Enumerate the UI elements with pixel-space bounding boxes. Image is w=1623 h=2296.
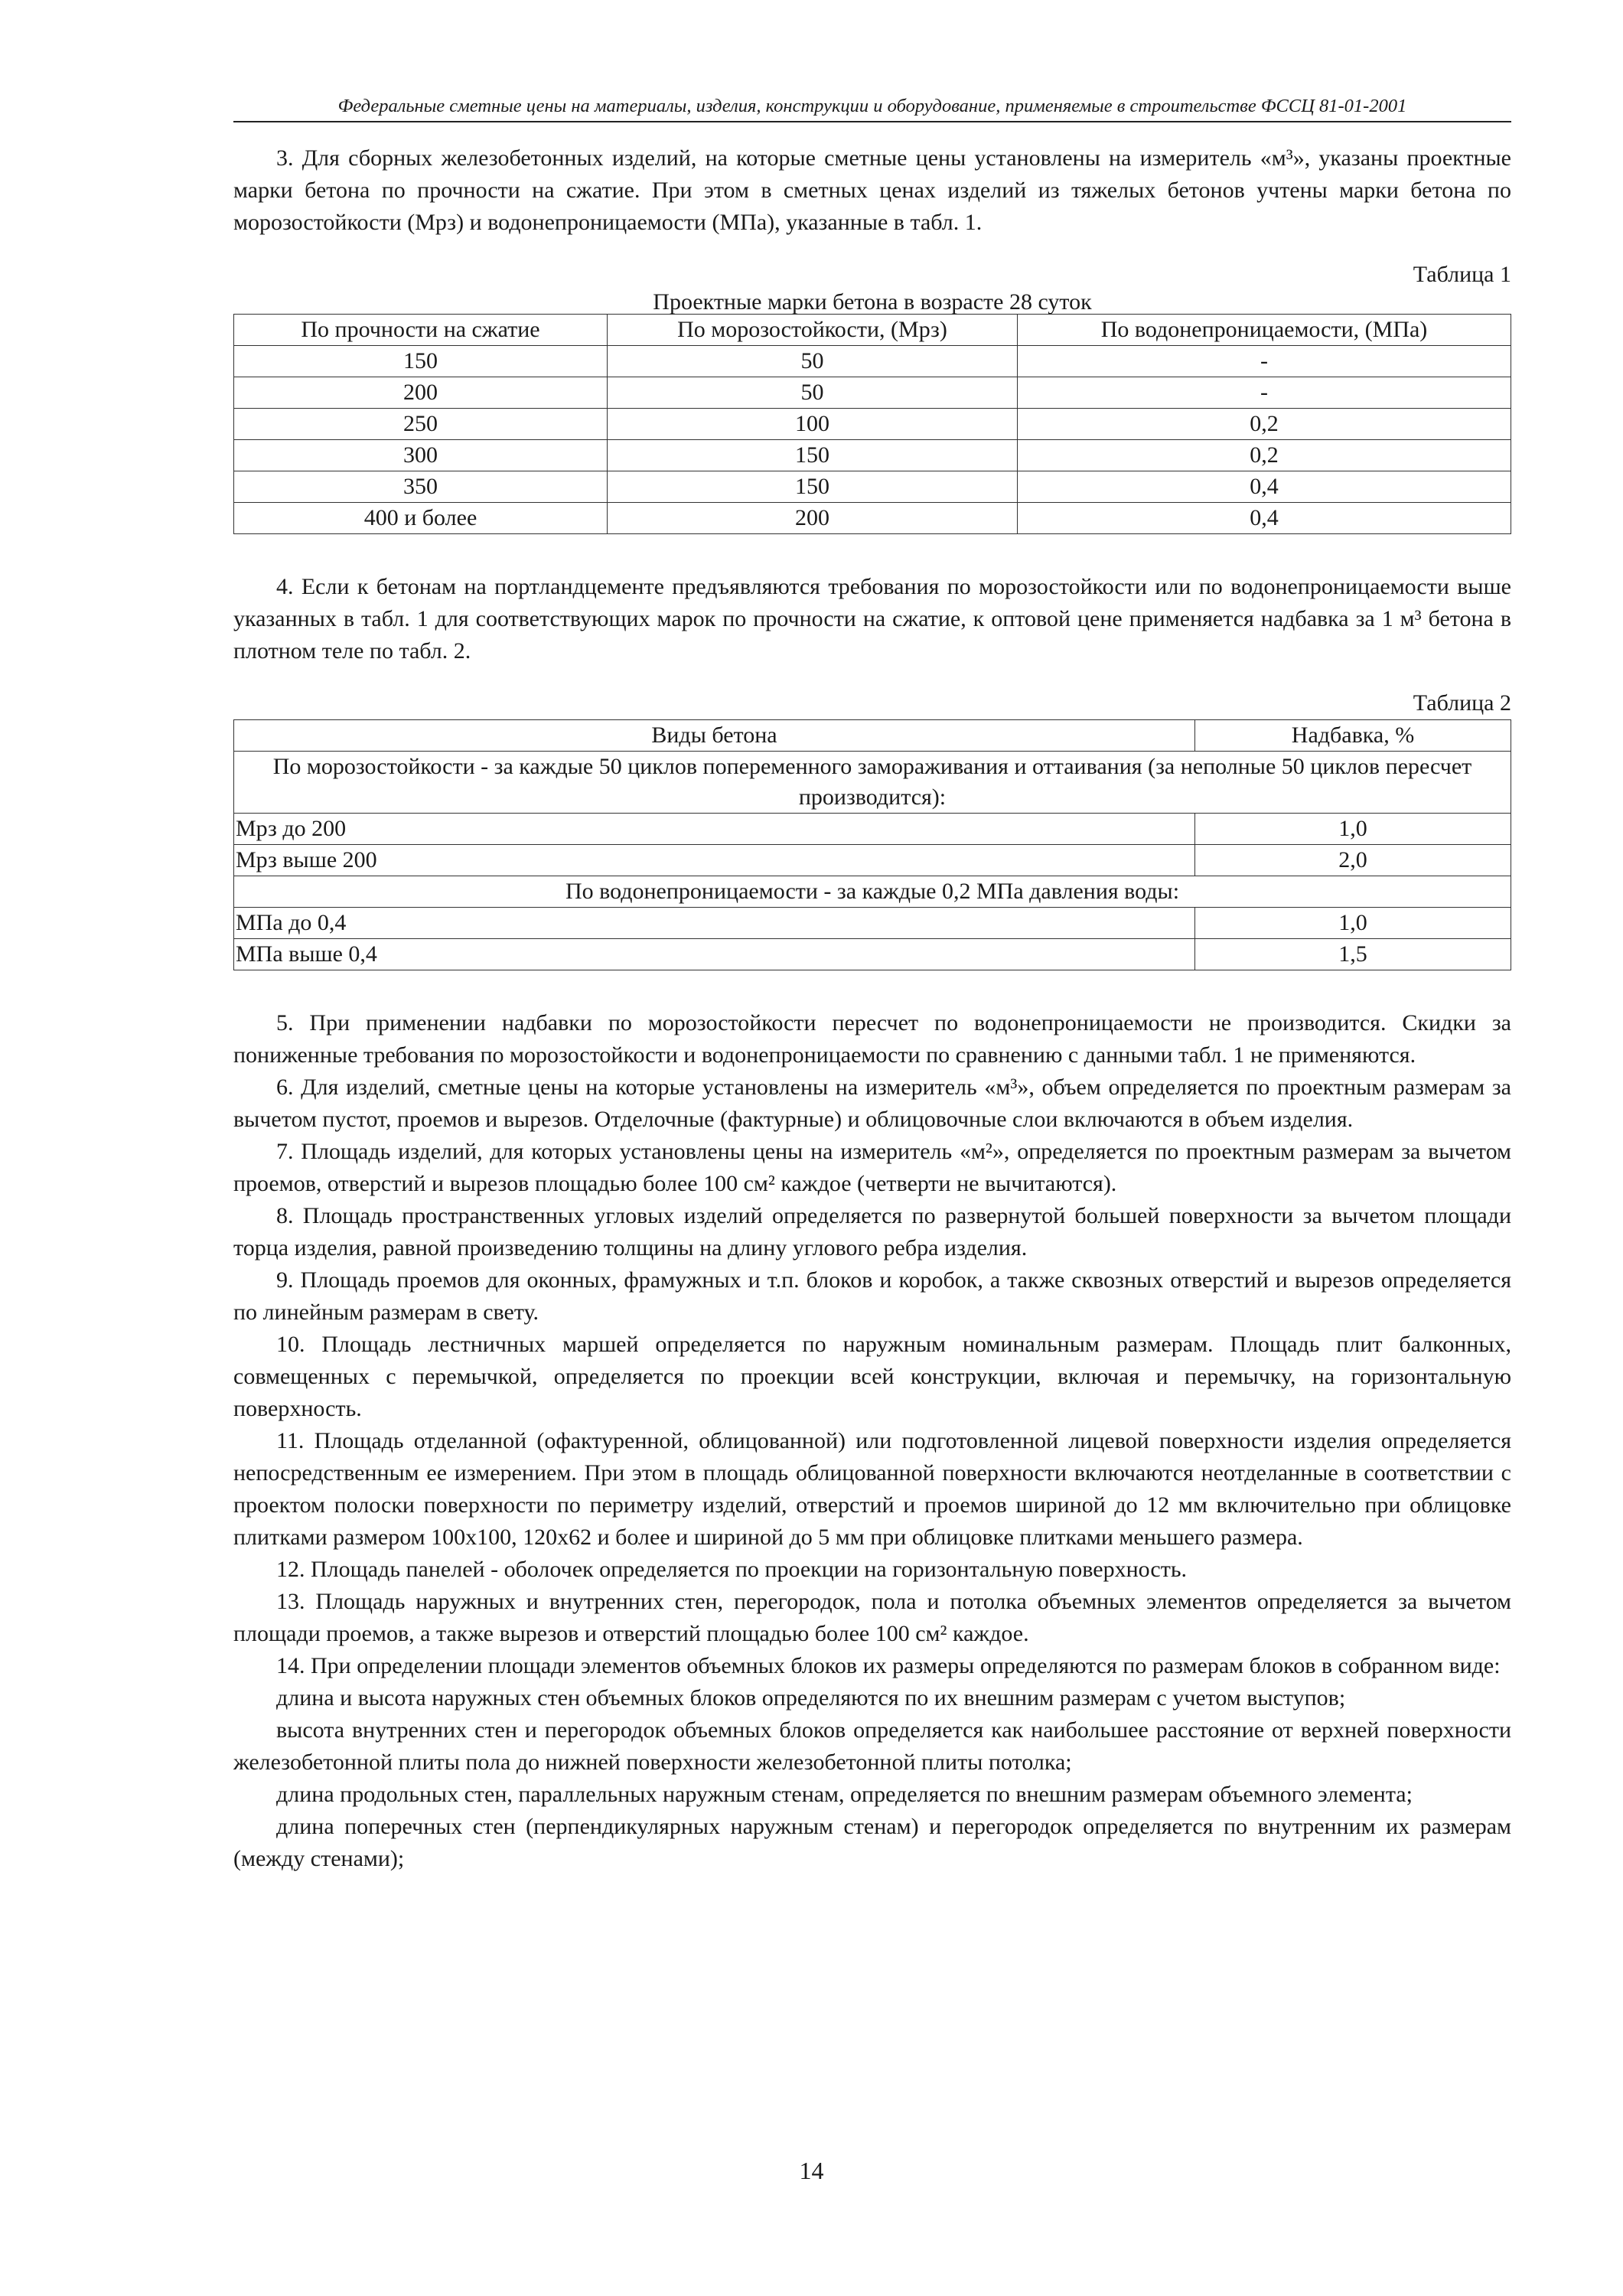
table-cell: Мрз до 200 (234, 814, 1195, 845)
table-cell: 0,4 (1018, 503, 1511, 534)
table2-header-cell: Надбавка, % (1195, 720, 1511, 752)
paragraph-3: 3. Для сборных железобетонных изделий, на которые сметные цены установлены на измеритель «м³», указаны проектные марки бетона по прочности на сжатие. При этом в сметных ценах изделий из тяжелых бетонов учтены марки бетона по морозостойкости (Мрз) и водонепроницаемости (МПа), указанные в табл. 1. (233, 145, 1511, 235)
table-row (234, 346, 1511, 377)
paragraph-11: 11. Площадь отделанной (офактуренной, облицованной) или подготовленной лицевой поверхности изделия определяется непосредственным ее измерением. При этом в площадь облицованной поверхности включаются неотделанные в соответствии с проектом полоски поверхности по периметру изделий, отверстий и проемов шириной до 12 мм включительно при облицовке плитками размером 100х100, 120х62 и более и шириной до 5 мм при облицовке плитками меньшего размера. (233, 1428, 1511, 1550)
document-body (233, 142, 1511, 1875)
table1-title: Проектные марки бетона в возрасте 28 суток (653, 289, 1092, 315)
table-row (234, 409, 1511, 440)
paragraph-8: 8. Площадь пространственных угловых изделий определяется по развернутой большей поверхности за вычетом площади торца изделия, равной произведению толщины на длину углового ребра изделия. (233, 1203, 1511, 1261)
running-header: Федеральные сметные цены на материалы, изделия, конструкции и оборудование, применяемые в строительстве ФССЦ 81-01-2001 (233, 96, 1511, 122)
table2-section-water: По водонепроницаемости - за каждые 0,2 МПа давления воды: (234, 876, 1511, 908)
table-row (234, 440, 1511, 471)
table-cell: 300 (234, 440, 608, 471)
table1-header-cell: По морозостойкости, (Мрз) (608, 315, 1018, 346)
paragraph-6: 6. Для изделий, сметные цены на которые установлены на измеритель «м³», объем определяется по проектным размерам за вычетом пустот, проемов и вырезов. Отделочные (фактурные) и облицовочные слои включаются в объем изделия. (233, 1075, 1511, 1132)
table-row (234, 845, 1511, 876)
table-cell: 0,2 (1018, 440, 1511, 471)
table-cell: 200 (234, 377, 608, 409)
table1-caption: Таблица 1 (1413, 262, 1511, 287)
table-cell: 1,5 (1195, 939, 1511, 970)
table1-header-cell: По прочности на сжатие (234, 315, 608, 346)
table2-section-row (234, 752, 1511, 814)
paragraph-14-item-longitudinal-walls: длина продольных стен, параллельных наружным стенам, определяется по внешним размерам объемного элемента; (276, 1782, 1413, 1807)
table-row (234, 377, 1511, 409)
table-row (234, 908, 1511, 939)
table-cell: 0,2 (1018, 409, 1511, 440)
table2-caption: Таблица 2 (1413, 690, 1511, 716)
table-cell: 2,0 (1195, 845, 1511, 876)
paragraph-5: 5. При применении надбавки по морозостойкости пересчет по водонепроницаемости не производится. Скидки за пониженные требования по морозостойкости и водонепроницаемости по сравнению с данными табл. 1 не применяются. (233, 1010, 1511, 1068)
table-cell: 1,0 (1195, 814, 1511, 845)
table1-header-cell: По водонепроницаемости, (МПа) (1018, 315, 1511, 346)
paragraph-7: 7. Площадь изделий, для которых установлены цены на измеритель «м²», определяется по проектным размерам за вычетом проемов, отверстий и вырезов площадью более 100 см² каждое (четверти не вычитаются). (233, 1139, 1511, 1196)
paragraph-4: 4. Если к бетонам на портландцементе предъявляются требования по морозостойкости или по водонепроницаемости выше указанных в табл. 1 для соответствующих марок по прочности на сжатие, к оптовой цене применяется надбавка за 1 м³ бетона в плотном теле по табл. 2. (233, 574, 1511, 664)
table2-header-cell: Виды бетона (234, 720, 1195, 752)
table-row (234, 814, 1511, 845)
table-cell: 350 (234, 471, 608, 503)
table1-header-row (234, 315, 1511, 346)
table-cell: 150 (608, 440, 1018, 471)
table-cell: 250 (234, 409, 608, 440)
paragraph-9: 9. Площадь проемов для оконных, фрамужных и т.п. блоков и коробок, а также сквозных отверстий и вырезов определяется по линейным размерам в свету. (233, 1267, 1511, 1325)
table-cell: 100 (608, 409, 1018, 440)
paragraph-14-item-inner-walls-height: высота внутренних стен и перегородок объемных блоков определяется как наибольшее расстояние от верхней поверхности железобетонной плиты пола до нижней поверхности железобетонной плиты потолка; (233, 1717, 1511, 1775)
table-cell: 400 и более (234, 503, 608, 534)
page-number: 14 (799, 2157, 824, 2184)
table-row (234, 503, 1511, 534)
paragraph-14-item-transverse-walls: длина поперечных стен (перпендикулярных наружным стенам) и перегородок определяется по внутренним их размерам (между стенами); (233, 1814, 1511, 1871)
table-cell: Мрз выше 200 (234, 845, 1195, 876)
table2-section-frost: По морозостойкости - за каждые 50 циклов попеременного замораживания и оттаивания (за неполные 50 циклов пересчет производится): (234, 752, 1511, 814)
table2-header-row (234, 720, 1511, 752)
table-cell: 50 (608, 346, 1018, 377)
paragraph-10: 10. Площадь лестничных маршей определяется по наружным номинальным размерам. Площадь плит балконных, совмещенных с перемычкой, определяется по проекции всей конструкции, включая и перемычку, на горизонтальную поверхность. (233, 1332, 1511, 1421)
paragraph-14-item-outer-walls: длина и высота наружных стен объемных блоков определяются по их внешним размерам с учетом выступов; (276, 1685, 1346, 1711)
table-cell: 1,0 (1195, 908, 1511, 939)
paragraph-12: 12. Площадь панелей - оболочек определяется по проекции на горизонтальную поверхность. (276, 1557, 1188, 1582)
table-cell: МПа до 0,4 (234, 908, 1195, 939)
table1 (233, 314, 1511, 534)
paragraph-13: 13. Площадь наружных и внутренних стен, перегородок, пола и потолка объемных элементов определяется за вычетом площади проемов, а также вырезов и отверстий площадью более 100 см² каждое. (233, 1589, 1511, 1646)
table-cell: - (1018, 346, 1511, 377)
table-row (234, 939, 1511, 970)
table-row (234, 471, 1511, 503)
table-cell: 200 (608, 503, 1018, 534)
table2 (233, 719, 1511, 970)
table-cell: - (1018, 377, 1511, 409)
table-cell: 50 (608, 377, 1018, 409)
table-cell: 150 (234, 346, 608, 377)
numbered-paragraphs (233, 1007, 1511, 1875)
table-cell: 0,4 (1018, 471, 1511, 503)
table-cell: 150 (608, 471, 1018, 503)
table2-section-row (234, 876, 1511, 908)
paragraph-14: 14. При определении площади элементов объемных блоков их размеры определяются по размерам блоков в собранном виде: (276, 1653, 1501, 1678)
table-cell: МПа выше 0,4 (234, 939, 1195, 970)
